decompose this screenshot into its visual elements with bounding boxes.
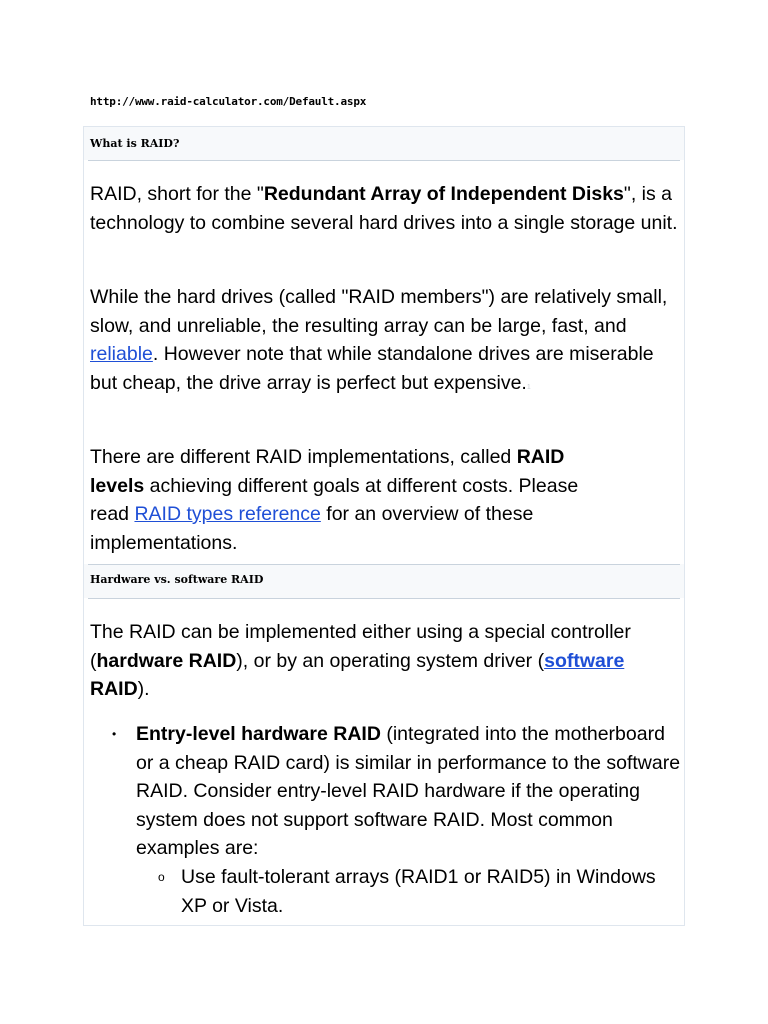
term-raid-levels: RAID levels bbox=[90, 446, 565, 497]
link-software[interactable]: software bbox=[544, 649, 625, 672]
term-entry-level-hardware-raid: Entry-level hardware RAID bbox=[136, 723, 381, 745]
bullet-marker: • bbox=[112, 727, 117, 741]
source-url: http://www.raid-calculator.com/Default.aspx bbox=[90, 95, 367, 108]
paragraph-raid-members: While the hard drives (called "RAID members") are relatively small, slow, and unreliable, the resulting array can be large, fast, and reliable. However note that while standalone drives are miserable but cheap, the drive array is perfect but expensive.1 bbox=[90, 286, 668, 394]
list-item-entry-level-hardware-raid: Entry-level hardware RAID (integrated into the motherboard or a cheap RAID card) is similar in performance to the software RAID. Consider entry-level RAID hardware if the operating system does not support software RAID. Most common examples are: bbox=[136, 723, 681, 859]
link-raid-types-reference[interactable]: RAID types reference bbox=[134, 503, 321, 525]
paragraph-raid-definition: RAID, short for the "Redundant Array of Independent Disks", is a technology to combine several hard drives into a single storage unit. bbox=[90, 183, 678, 234]
paragraph-raid-levels: There are different RAID implementations, called RAID levels achieving different goals at different costs. Please read RAID types reference for an overview of these implementations. bbox=[90, 446, 579, 554]
reference-mark: 1 bbox=[526, 383, 531, 391]
sublist-item-fault-tolerant-arrays: Use fault-tolerant arrays (RAID1 or RAID5) in Windows XP or Vista. bbox=[181, 866, 656, 917]
section-divider bbox=[88, 160, 680, 161]
sub-bullet-marker: o bbox=[158, 870, 165, 884]
section-divider bbox=[88, 598, 680, 599]
term-redundant-array: Redundant Array of Independent Disks bbox=[263, 183, 624, 205]
term-hardware-raid: hardware RAID bbox=[96, 649, 237, 672]
section-heading-what-is-raid: What is RAID? bbox=[90, 137, 180, 150]
section-divider bbox=[88, 564, 680, 565]
paragraph-raid-implementation: The RAID can be implemented either using a special controller (hardware RAID), or by an operating system driver (software RAID). bbox=[90, 621, 631, 700]
link-reliable[interactable]: reliable bbox=[90, 343, 153, 365]
term-raid: RAID bbox=[90, 678, 138, 700]
section-heading-hardware-vs-software: Hardware vs. software RAID bbox=[90, 573, 264, 586]
